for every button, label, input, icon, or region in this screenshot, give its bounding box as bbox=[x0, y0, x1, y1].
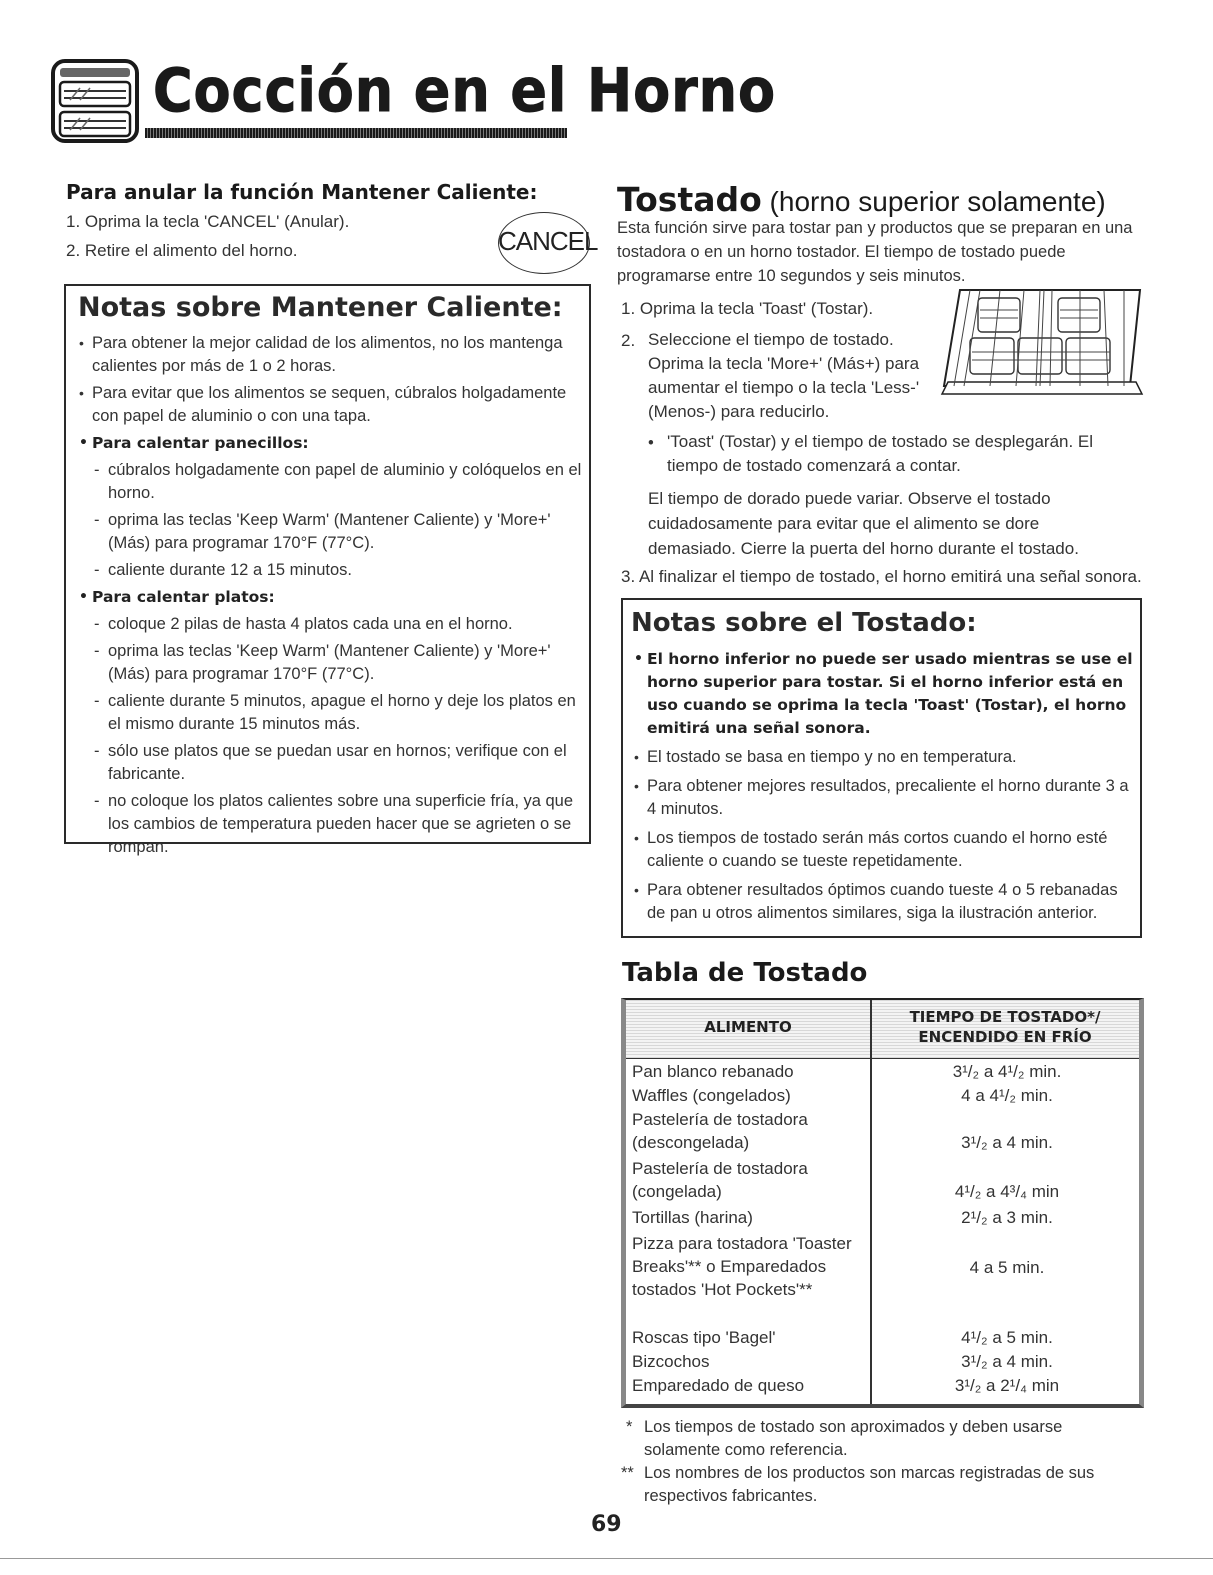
table-cell-food: Tortillas (harina) bbox=[632, 1208, 753, 1227]
table-cell-time: 4¹/₂ a 4³/₄ min bbox=[954, 1182, 1060, 1201]
table-cell-time: 3¹/₂ a 4¹/₂ min. bbox=[952, 1062, 1062, 1081]
toast-step-1: 1. Oprima la tecla 'Toast' (Tostar). bbox=[621, 299, 874, 318]
table-cell-time: 4 a 5 min. bbox=[969, 1258, 1045, 1277]
toast-step-2-note: El tiempo de dorado puede variar. Observe el tostado cuidadosamente para evitar que el alimento se dore demasiado. Cierre la puerta del horno durante el tostado. bbox=[648, 489, 1079, 558]
table-cell-time: 2¹/₂ a 3 min. bbox=[961, 1208, 1053, 1227]
list-item: - sólo use platos que se puedan usar en hornos; verifique con el fabricante. bbox=[108, 740, 582, 786]
column-header-time-2: ENCENDIDO EN FRÍO bbox=[918, 1028, 1092, 1046]
list-item: • Para obtener resultados óptimos cuando tueste 4 o 5 rebanadas de pan u otros alimentos similares, siga la ilustración anterior. bbox=[647, 879, 1137, 925]
title-underline bbox=[145, 128, 567, 138]
cancel-key-label: CANCEL bbox=[498, 226, 598, 256]
list-item: • El horno inferior no puede ser usado mientras se use el horno superior para tostar. Si el horno inferior está en uso cuando se oprima la tecla 'Toast' (Tostar), el horno emitirá una señal sonora. bbox=[647, 648, 1137, 740]
list-item: - coloque 2 pilas de hasta 4 platos cada una en el horno. bbox=[108, 613, 582, 636]
keep-warm-notes-title: Notas sobre Mantener Caliente: bbox=[78, 292, 563, 323]
bottom-rule bbox=[0, 1558, 1213, 1559]
cancel-step-2: 2. Retire el alimento del horno. bbox=[66, 241, 298, 260]
list-item: - cúbralos holgadamente con papel de aluminio y colóquelos en el horno. bbox=[108, 459, 582, 505]
column-divider bbox=[870, 1000, 872, 1404]
toast-step-3: 3. Al finalizar el tiempo de tostado, el horno emitirá una señal sonora. bbox=[621, 567, 1142, 586]
table-cell-food: Roscas tipo 'Bagel' bbox=[632, 1328, 776, 1347]
toasting-table-title: Tabla de Tostado bbox=[622, 958, 868, 988]
table-cell-food: Pizza para tostadora 'Toaster Breaks'** o Emparedados tostados 'Hot Pockets'** bbox=[632, 1234, 852, 1299]
list-item: • Para obtener mejores resultados, precaliente el horno durante 3 a 4 minutos. bbox=[647, 775, 1137, 821]
column-header-time-1: TIEMPO DE TOSTADO*/ bbox=[909, 1008, 1101, 1026]
table-cell-time: 3¹/₂ a 4 min. bbox=[961, 1352, 1053, 1371]
toast-step-2-num: 2. bbox=[621, 331, 636, 350]
table-cell-time: 3¹/₂ a 2¹/₄ min bbox=[954, 1376, 1060, 1395]
toasting-title bbox=[617, 180, 1106, 219]
page-number: 69 bbox=[591, 1512, 622, 1537]
table-header bbox=[626, 1000, 1139, 1059]
toasting-intro: Esta función sirve para tostar pan y productos que se preparan en una tostadora o en un horno tostador. El tiempo de tostado puede programarse entre 10 segundos y seis minutos. bbox=[617, 219, 1133, 285]
toasting-notes-title: Notas sobre el Tostado: bbox=[631, 608, 977, 638]
toast-step-2: Seleccione el tiempo de tostado. Oprima la tecla 'More+' (Más+) para aumentar el tiempo o la tecla 'Less-' (Menos-) para reducirlo. bbox=[648, 330, 920, 421]
table-cell-time: 4¹/₂ a 5 min. bbox=[961, 1328, 1053, 1347]
page-title: Cocción en el Horno bbox=[153, 56, 776, 126]
table-cell-food: Waffles (congelados) bbox=[632, 1086, 791, 1105]
table-cell-time: 4 a 4¹/₂ min. bbox=[961, 1086, 1053, 1105]
list-item: • Para evitar que los alimentos se sequen, cúbralos holgadamente con papel de aluminio o con una tapa. bbox=[92, 382, 582, 428]
list-item: - oprima las teclas 'Keep Warm' (Mantener Caliente) y 'More+' (Más) para programar 170°F (77°C). bbox=[108, 509, 582, 555]
footnote-2: Los nombres de los productos son marcas registradas de sus respectivos fabricantes. bbox=[644, 1464, 1095, 1505]
table-cell-food: Pastelería de tostadora (descongelada) bbox=[632, 1110, 808, 1152]
keep-warm-notes-box bbox=[64, 284, 591, 856]
toasting-title-bold: Tostado bbox=[617, 180, 762, 219]
rolls-heading: • Para calentar panecillos: bbox=[92, 432, 582, 455]
list-item: - oprima las teclas 'Keep Warm' (Mantener Caliente) y 'More+' (Más) para programar 170°F (77°C). bbox=[108, 640, 582, 686]
toast-rack-illustration bbox=[940, 286, 1146, 398]
toasting-table bbox=[621, 998, 1144, 1408]
table-cell-food: Emparedado de queso bbox=[632, 1376, 805, 1395]
list-item: - no coloque los platos calientes sobre una superficie fría, ya que los cambios de temperatura pueden hacer que se agrieten o se rompan. bbox=[108, 790, 582, 859]
list-item: • Para obtener la mejor calidad de los alimentos, no los mantenga calientes por más de 1 o 2 horas. bbox=[92, 332, 582, 378]
table-cell-food: Pan blanco rebanado bbox=[632, 1062, 794, 1081]
cancel-keep-warm-heading: Para anular la función Mantener Caliente: bbox=[66, 180, 538, 204]
list-item: - caliente durante 12 a 15 minutos. bbox=[108, 559, 582, 582]
cancel-step-1: 1. Oprima la tecla 'CANCEL' (Anular). bbox=[66, 212, 350, 231]
table-cell-time: 3¹/₂ a 4 min. bbox=[961, 1133, 1053, 1152]
keep-warm-notes-list bbox=[92, 332, 582, 859]
footnote-1: Los tiempos de tostado son aproximados y deben usarse solamente como referencia. bbox=[644, 1418, 1063, 1459]
cancel-key-icon bbox=[498, 212, 598, 276]
list-item: • Los tiempos de tostado serán más cortos cuando el horno esté caliente o cuando se tueste repetidamente. bbox=[647, 827, 1137, 873]
footnote-2-mark: ** bbox=[621, 1464, 634, 1482]
list-item: - caliente durante 5 minutos, apague el horno y deje los platos en el mismo durante 15 minutos más. bbox=[108, 690, 582, 736]
toasting-notes-box bbox=[621, 598, 1142, 938]
table-cell-food: Bizcochos bbox=[632, 1352, 710, 1371]
footnote-1-mark: * bbox=[626, 1418, 633, 1436]
toasting-notes-list bbox=[647, 648, 1137, 925]
toast-step-2-bullet: 'Toast' (Tostar) y el tiempo de tostado se desplegarán. El tiempo de tostado comenzará a contar. bbox=[667, 432, 1094, 475]
plates-heading: • Para calentar platos: bbox=[92, 586, 582, 609]
column-header-food: ALIMENTO bbox=[704, 1018, 792, 1036]
oven-icon bbox=[50, 58, 140, 144]
list-item: • El tostado se basa en tiempo y no en temperatura. bbox=[647, 746, 1137, 769]
toasting-title-suffix: (horno superior solamente) bbox=[761, 186, 1106, 217]
table-cell-food: Pastelería de tostadora (congelada) bbox=[632, 1159, 808, 1201]
